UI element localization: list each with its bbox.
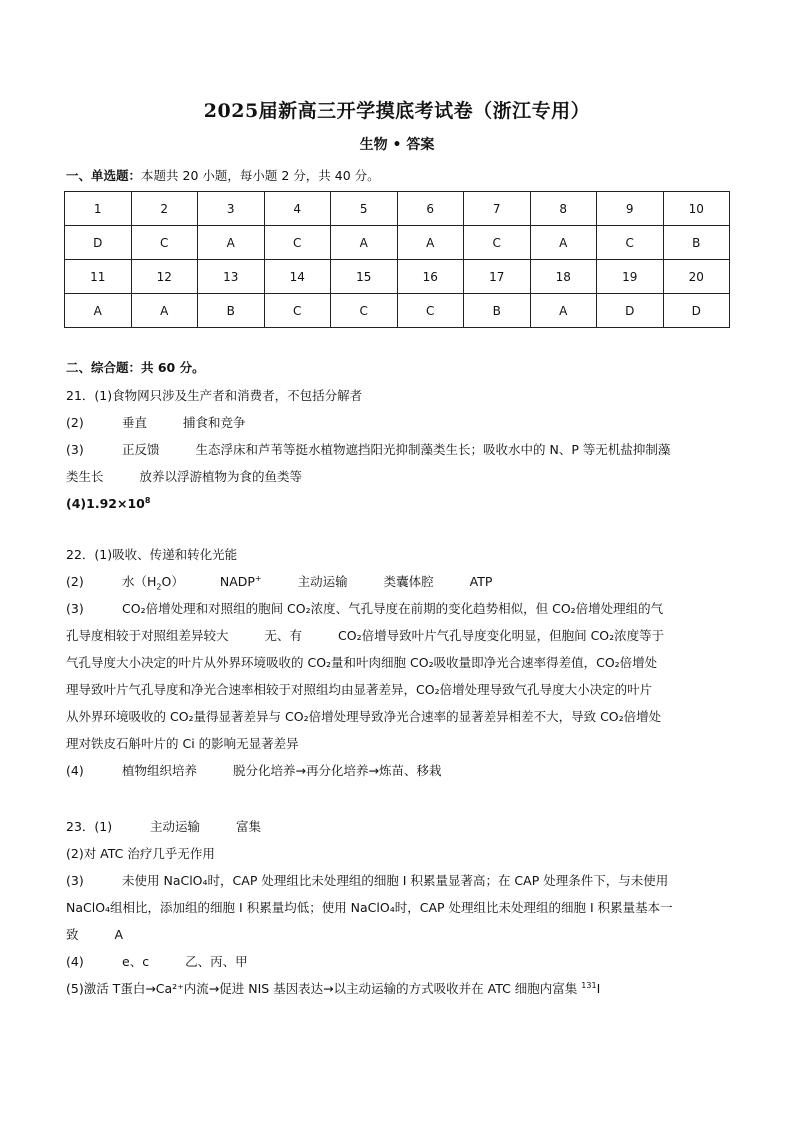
q23-part3-text3a: 致: [66, 927, 79, 942]
answer-cell: B: [198, 294, 265, 328]
q22-part3-line1: [66, 595, 730, 622]
answer-cell: A: [198, 226, 265, 260]
q21-part3-answer-c: 类生长: [66, 469, 104, 484]
section1-desc: 本题共 20 小题，每小题 2 分，共 40 分。: [141, 168, 380, 183]
question-number-cell: 14: [264, 260, 331, 294]
section-single-choice-heading: [66, 166, 380, 184]
answer-cell: C: [264, 294, 331, 328]
q23-part1-num: 23．(1): [66, 819, 113, 834]
q22-part3-line3: 气孔导度大小决定的叶片从外界环境吸收的 CO₂量和叶肉细胞 CO₂吸收量即净光合速率得差值，CO₂倍增处: [66, 655, 658, 670]
question-number-cell: 18: [530, 260, 597, 294]
question-number-cell: 8: [530, 192, 597, 226]
q21-part4-answer: (4)1.92×10: [66, 496, 145, 511]
q21-part3-num: (3): [66, 442, 84, 457]
q23-part5-answer: (5)激活 T蛋白→Ca²⁺内流→促进 NIS 基因表达→以主动运输的方式吸收并在 ATC 细胞内富集: [66, 981, 578, 996]
answer-cell: B: [663, 226, 730, 260]
q23-part3-line1: [66, 867, 730, 894]
q23-part4-num: (4): [66, 954, 84, 969]
q22-part3-line5: 从外界环境吸收的 CO₂量得显著差异与 CO₂倍增处理导致净光合速率的显著差异相差不大，导致 CO₂倍增处: [66, 709, 662, 724]
answer-cell: A: [65, 294, 132, 328]
answer-table-row: [65, 226, 730, 260]
question-number-cell: 5: [331, 192, 398, 226]
question-number-cell: 15: [331, 260, 398, 294]
q21-part3: [66, 436, 730, 463]
q22-part3-text1: CO₂倍增处理和对照组的胞间 CO₂浓度、气孔导度在前期的变化趋势相似，但 CO₂倍增处理组的气: [122, 601, 664, 616]
answer-cell: A: [530, 294, 597, 328]
question-22: [66, 541, 730, 784]
question-number-cell: 4: [264, 192, 331, 226]
q22-part3-num: (3): [66, 601, 84, 616]
answer-cell: B: [464, 294, 531, 328]
question-number-cell: 1: [65, 192, 132, 226]
question-number-cell: 20: [663, 260, 730, 294]
q23-part3-line3: [66, 921, 730, 948]
section-comprehensive-heading: 二、综合题：共 60 分。: [66, 360, 205, 375]
answer-cell: C: [464, 226, 531, 260]
q21-part3-cont: [66, 463, 730, 490]
answer-cell: D: [65, 226, 132, 260]
q23-part5-element: I: [596, 981, 601, 996]
question-number-cell: 17: [464, 260, 531, 294]
q23-part5: [66, 975, 730, 1002]
answer-cell: A: [397, 226, 464, 260]
q21-part2-answer-a: 垂直: [122, 415, 148, 430]
q23-part1: [66, 813, 730, 840]
q22-part3-line2: [66, 622, 730, 649]
q23-part4-answer-a: e、c: [122, 954, 150, 969]
answer-cell: C: [397, 294, 464, 328]
q23-part3-num: (3): [66, 873, 84, 888]
q21-part2-answer-b: 捕食和竞争: [183, 415, 246, 430]
answer-cell: D: [597, 294, 664, 328]
q22-part4-num: (4): [66, 763, 84, 778]
q22-part4-answer-b: 脱分化培养→再分化培养→炼苗、移栽: [233, 763, 442, 778]
answer-cell: A: [131, 294, 198, 328]
question-23: [66, 813, 730, 1002]
answer-table-row: [65, 260, 730, 294]
q23-part4: [66, 948, 730, 975]
q23-part5-isotope: 131: [581, 980, 597, 990]
question-number-cell: 11: [65, 260, 132, 294]
question-number-cell: 2: [131, 192, 198, 226]
answer-cell: A: [331, 226, 398, 260]
q22-part4: [66, 757, 730, 784]
q21-part4-exponent: 8: [144, 495, 151, 505]
q22-part3-line6: 理对铁皮石斛叶片的 Ci 的影响无显著差异: [66, 736, 299, 751]
q22-part2-answer-a: 水$(H_2O)$: [122, 574, 184, 592]
q22-part2-answer-c: 主动运输: [297, 574, 348, 589]
q21-part4: [66, 490, 730, 517]
answer-table: [64, 191, 730, 328]
q22-part2-answer-e: ATP: [469, 574, 493, 589]
q23-part3-text1: 未使用 NaClO₄时，CAP 处理组比未处理组的细胞 I 积累量显著高；在 CAP 处理条件下，与未使用: [122, 873, 669, 888]
question-number-cell: 7: [464, 192, 531, 226]
q22-part3-line4: 理导致叶片气孔导度和净光合速率相较于对照组均由显著差异，CO₂倍增处理导致气孔导度大小决定的叶片: [66, 682, 653, 697]
q23-part4-answer-b: 乙、丙、甲: [185, 954, 248, 969]
answer-cell: C: [264, 226, 331, 260]
question-number-cell: 12: [131, 260, 198, 294]
q22-part2: [66, 568, 730, 595]
q21-part2-num: (2): [66, 415, 84, 430]
page-title: 2025届新高三开学摸底考试卷（浙江专用）: [203, 100, 591, 122]
q23-part1-answer-a: 主动运输: [150, 819, 201, 834]
q22-part1: 22．(1)吸收、传递和转化光能: [66, 547, 238, 562]
answer-table-row: [65, 192, 730, 226]
question-number-cell: 10: [663, 192, 730, 226]
page-subtitle: 生物 • 答案: [359, 137, 435, 153]
q22-part3-text2b: 无、有: [264, 628, 303, 643]
answer-cell: C: [331, 294, 398, 328]
question-number-cell: 9: [597, 192, 664, 226]
question-21: [66, 382, 730, 517]
question-number-cell: 3: [198, 192, 265, 226]
question-number-cell: 16: [397, 260, 464, 294]
q21-part3-answer-d: 放养以浮游植物为食的鱼类等: [139, 469, 303, 484]
q22-part4-answer-a: 植物组织培养: [122, 763, 198, 778]
answer-cell: C: [597, 226, 664, 260]
question-number-cell: 19: [597, 260, 664, 294]
question-number-cell: 13: [198, 260, 265, 294]
q22-part2-num: (2): [66, 574, 84, 589]
q21-part3-answer-a: 正反馈: [122, 442, 160, 457]
answer-table-row: [65, 294, 730, 328]
q23-part3-text3b: A: [114, 927, 124, 942]
q21-part3-answer-b: 生态浮床和芦苇等挺水植物遮挡阳光抑制藻类生长；吸收水中的 N、P 等无机盐抑制藻: [195, 442, 671, 457]
answer-cell: C: [131, 226, 198, 260]
q22-part3-text2a: 孔导度相较于对照组差异较大: [66, 628, 229, 643]
answer-cell: A: [530, 226, 597, 260]
answer-cell: D: [663, 294, 730, 328]
q23-part3-line2: NaClO₄组相比，添加组的细胞 I 积累量均低；使用 NaClO₄时，CAP 处理组比未处理组的细胞 I 积累量基本一: [66, 900, 673, 915]
question-number-cell: 6: [397, 192, 464, 226]
q23-part2: (2)对 ATC 治疗几乎无作用: [66, 846, 215, 861]
section1-label: 一、单选题：: [66, 168, 142, 183]
q23-part1-answer-b: 富集: [236, 819, 262, 834]
q21-part1: 21．(1)食物网只涉及生产者和消费者，不包括分解者: [66, 388, 363, 403]
q21-part2: [66, 409, 730, 436]
q22-part3-text2c: CO₂倍增导致叶片气孔导度变化明显，但胞间 CO₂浓度等于: [338, 628, 665, 643]
q22-part2-answer-b: NADP+: [219, 573, 262, 589]
q22-part2-answer-d: 类囊体腔: [383, 574, 434, 589]
